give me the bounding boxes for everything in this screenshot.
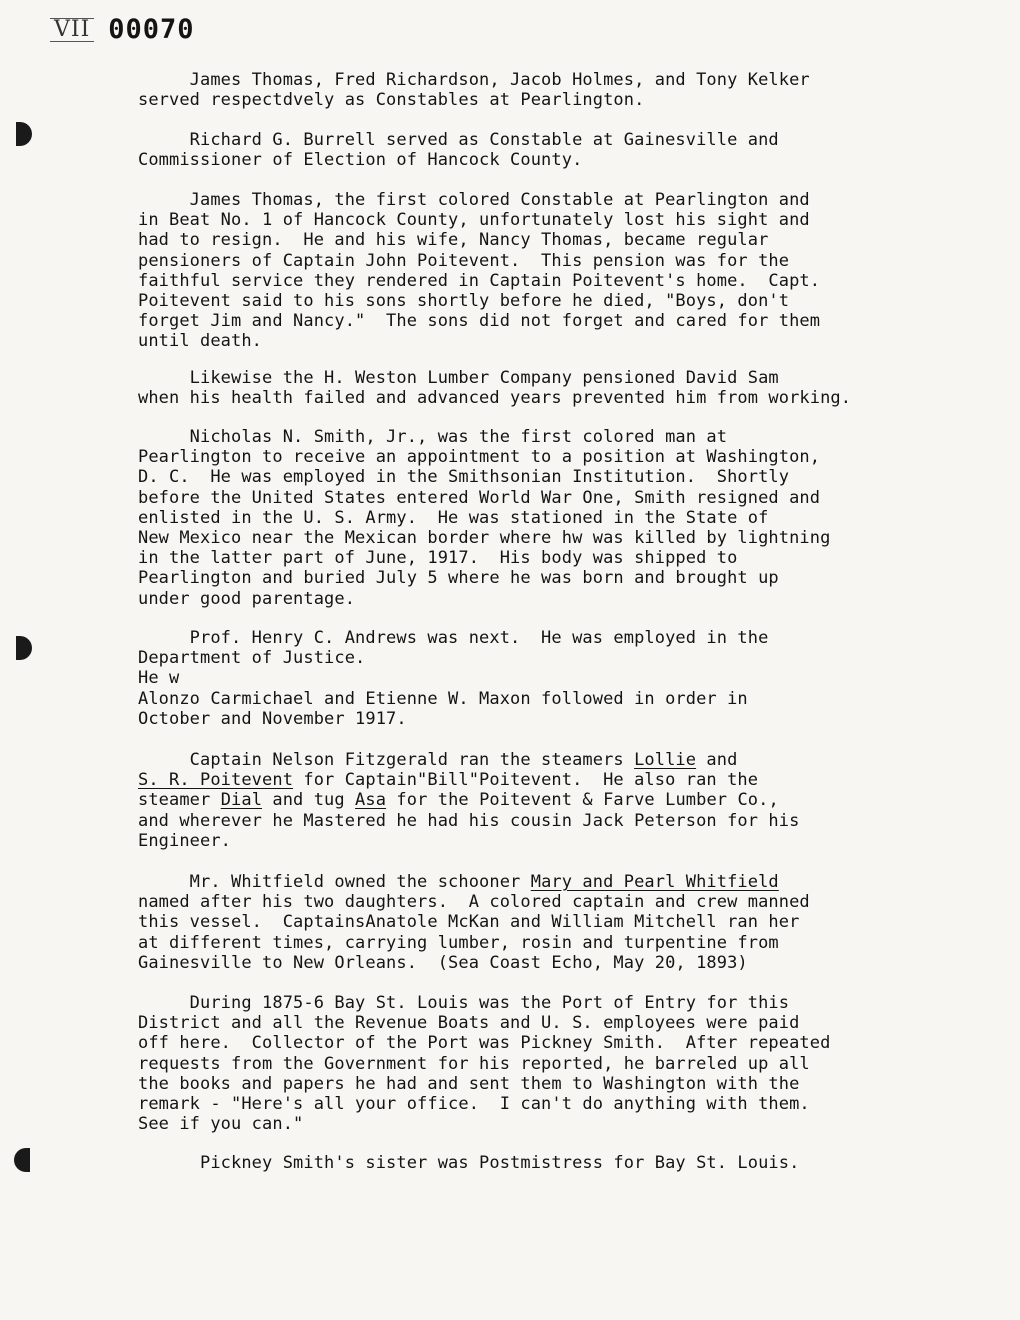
text-line [138,548,968,568]
text-segment: and tug [262,790,356,811]
text-segment: D. C. He was employed in the Smithsonian Institution. Shortly [138,467,790,488]
text-line [138,508,968,528]
paragraph [138,872,968,973]
text-segment: Gainesville to New Orleans. (Sea Coast Echo, May 20, 1893) [138,952,748,973]
binder-hole-icon [16,636,32,660]
text-segment: requests from the Government for his reported, he barreled up all [138,1053,810,1074]
text-segment: had to resign. He and his wife, Nancy Thomas, became regular [138,230,769,251]
text-line [138,668,968,688]
text-line [138,589,968,609]
text-segment: named after his two daughters. A colored captain and crew manned [138,892,810,913]
text-segment: Alonzo Carmichael and Etienne W. Maxon followed in order in [138,688,748,709]
text-line [138,230,968,250]
text-line [138,251,968,271]
text-segment: pensioners of Captain John Poitevent. This pension was for the [138,250,790,271]
text-segment: October and November 1917. [138,708,407,729]
text-segment: District and all the Revenue Boats and U. S. employees were paid [138,1013,800,1034]
text-segment: the books and papers he had and sent them to Washington with the [138,1073,800,1094]
text-segment: During 1875-6 Bay St. Louis was the Port of Entry for this [138,993,790,1013]
text-line [138,892,968,912]
page-header [50,14,195,45]
text-line [138,1114,968,1134]
text-segment: for the Poitevent & Farve Lumber Co., [386,790,779,811]
text-line [138,271,968,291]
text-segment: until death. [138,331,263,352]
text-line [138,933,968,953]
text-line [138,447,968,467]
text-line [138,368,968,388]
text-segment: in the latter part of June, 1917. His body was shipped to [138,548,738,569]
document-number: 00070 [108,14,195,45]
text-segment: James Thomas, Fred Richardson, Jacob Holmes, and Tony Kelker [138,70,810,90]
text-segment: in Beat No. 1 of Hancock County, unfortunately lost his sight and [138,210,810,231]
text-segment: at different times, carrying lumber, rosin and turpentine from [138,932,779,953]
text-segment: See if you can." [138,1114,304,1135]
text-line [138,388,968,408]
roman-numeral-mark: VII [50,18,94,42]
text-line [138,872,968,892]
text-line [138,467,968,487]
text-segment: forget Jim and Nancy." The sons did not forget and cared for them [138,311,821,332]
underlined-title: Lollie [634,750,697,770]
paragraph [138,130,968,170]
text-segment: off here. Collector of the Port was Pickney Smith. After repeated [138,1033,831,1054]
text-line [138,628,968,648]
text-line [138,70,968,90]
underlined-title: Asa [355,790,387,811]
text-line [138,750,968,770]
text-segment: Poitevent said to his sons shortly before he died, "Boys, don't [138,291,790,312]
text-line [138,912,968,932]
text-line [138,331,968,351]
text-segment: for Captain"Bill"Poitevent. He also ran the [293,770,759,791]
text-segment: James Thomas, the first colored Constable at Pearlington and [138,190,810,210]
text-segment: served respectdvely as Constables at Pearlington. [138,90,645,111]
text-segment: Captain Nelson Fitzgerald ran the steamers [138,750,635,770]
text-segment: before the United States entered World War One, Smith resigned and [138,487,821,508]
binder-hole-icon [14,1148,30,1172]
text-line [138,811,968,831]
text-segment: under good parentage. [138,588,356,609]
text-line [138,150,968,170]
text-line [138,1033,968,1053]
underlined-title: Dial [220,790,263,811]
paragraph [138,628,968,729]
text-line [138,130,968,150]
paragraph [138,427,968,609]
text-line [138,1054,968,1074]
text-segment: Mr. Whitfield owned the schooner [138,872,531,892]
paragraph [138,993,968,1134]
underlined-title: Mary and Pearl Whitfield [530,872,779,892]
text-line [138,993,968,1013]
text-line [138,689,968,709]
text-line [138,568,968,588]
underlined-title: S. R. Poitevent [138,770,294,791]
text-line [138,790,968,810]
text-line [138,291,968,311]
text-segment: He w [138,668,180,689]
text-line [138,770,968,790]
text-segment: remark - "Here's all your office. I can't do anything with them. [138,1094,810,1115]
text-segment: when his health failed and advanced years prevented him from working. [138,388,852,409]
text-segment: this vessel. CaptainsAnatole McKan and William Mitchell ran her [138,912,800,933]
text-segment: Engineer. [138,830,232,851]
binder-hole-icon [16,122,32,146]
text-line [138,1074,968,1094]
text-line [138,90,968,110]
text-segment: Pickney Smith's sister was Postmistress for Bay St. Louis. [138,1153,800,1173]
text-segment: Prof. Henry C. Andrews was next. He was employed in the [138,628,769,648]
text-line [138,831,968,851]
text-segment: Richard G. Burrell served as Constable at Gainesville and [138,130,779,150]
text-segment: enlisted in the U. S. Army. He was stationed in the State of [138,507,769,528]
text-line [138,1094,968,1114]
text-line [138,210,968,230]
paragraph [138,70,968,110]
text-line [138,953,968,973]
text-segment: Commissioner of Election of Hancock County. [138,150,583,171]
text-line [138,1013,968,1033]
text-segment: Department of Justice. [138,648,366,669]
text-segment: faithful service they rendered in Captain Poitevent's home. Capt. [138,270,821,291]
text-segment: and [696,750,738,770]
text-line [138,311,968,331]
paragraph [138,750,968,851]
text-segment: Pearlington to receive an appointment to a position at Washington, [138,447,821,468]
text-line [138,1153,968,1173]
paragraph [138,1153,968,1173]
text-line [138,648,968,668]
text-line [138,709,968,729]
text-line [138,427,968,447]
text-line [138,190,968,210]
text-line [138,488,968,508]
text-line [138,528,968,548]
text-segment: New Mexico near the Mexican border where hw was killed by lightning [138,528,831,549]
text-segment: Likewise the H. Weston Lumber Company pensioned David Sam [138,368,779,388]
paragraph [138,190,968,352]
text-segment: and wherever he Mastered he had his cousin Jack Peterson for his [138,810,800,831]
text-segment: Pearlington and buried July 5 where he was born and brought up [138,568,779,589]
text-segment: steamer [138,790,221,811]
text-segment: Nicholas N. Smith, Jr., was the first colored man at [138,427,728,447]
paragraph [138,368,968,408]
